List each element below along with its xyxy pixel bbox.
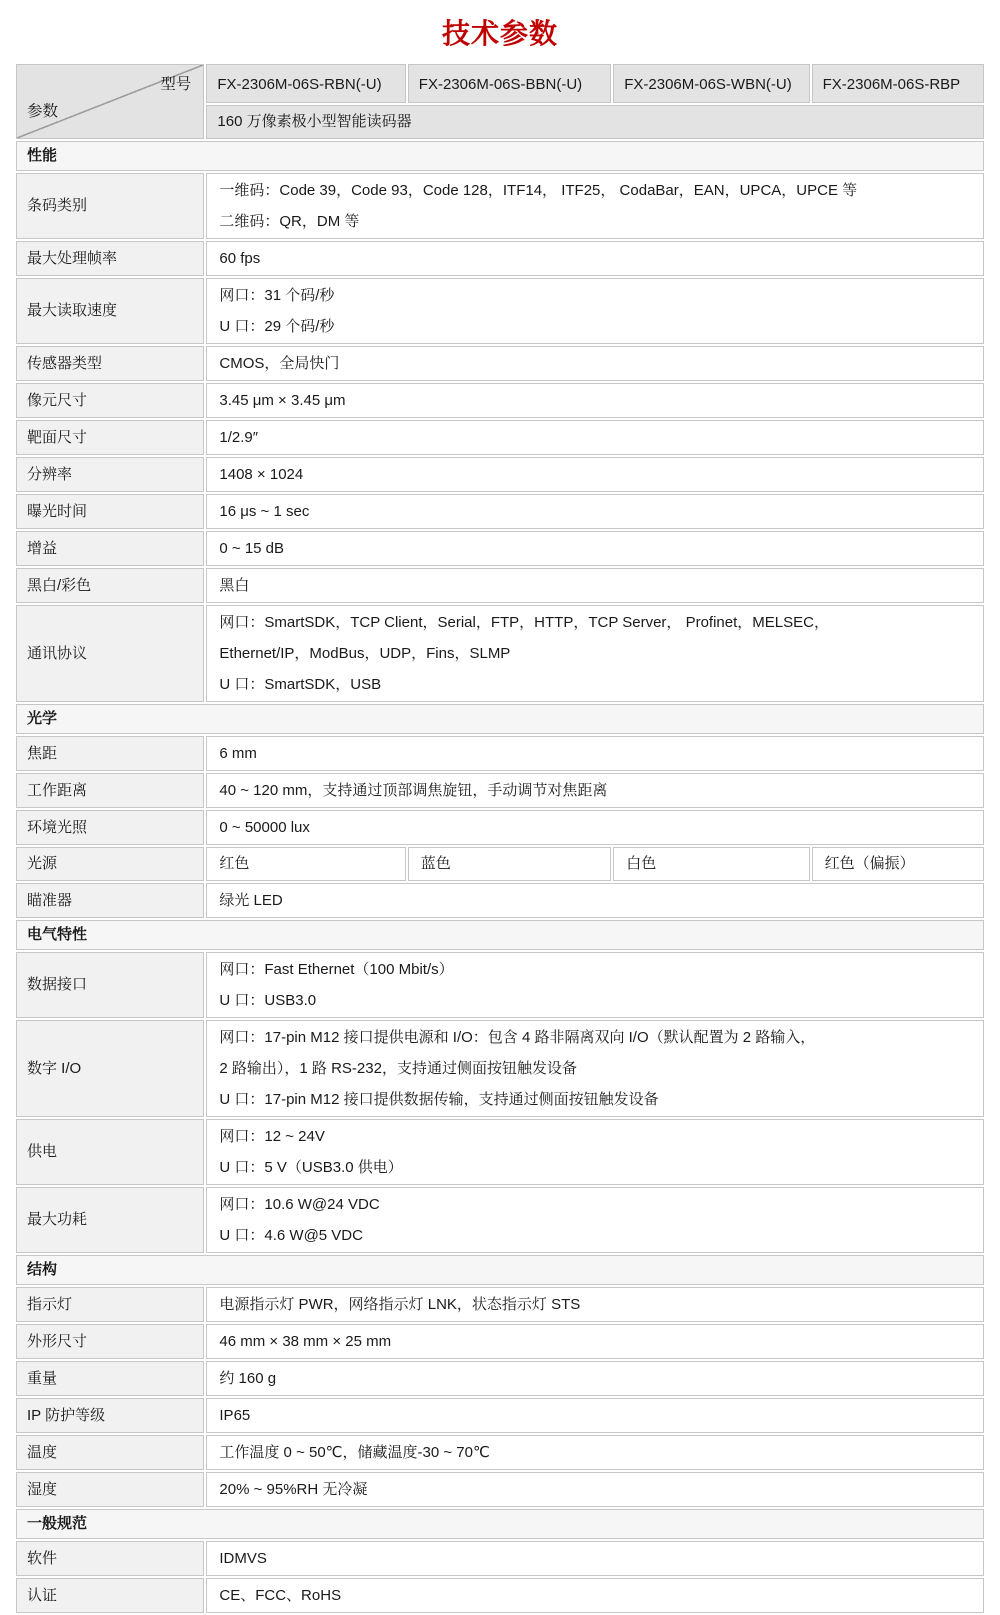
spec-row — [16, 1435, 984, 1470]
section-header-row — [16, 1255, 984, 1285]
spec-value-line: Ethernet/IP，ModBus，UDP，Fins，SLMP — [219, 645, 511, 662]
model-name-3: FX-2306M-06S-WBN(-U) — [613, 64, 809, 103]
page-title: 技术参数 — [441, 18, 558, 49]
section-title: 光学 — [16, 704, 984, 734]
spec-value — [206, 1020, 984, 1117]
corner-cell — [16, 64, 204, 139]
spec-label: 软件 — [16, 1541, 204, 1576]
spec-value-line: 0 ~ 15 dB — [219, 540, 285, 557]
spec-label: 环境光照 — [16, 810, 204, 845]
spec-value-line: 60 fps — [219, 250, 261, 267]
spec-value-line: 1/2.9″ — [219, 429, 259, 446]
spec-value — [206, 278, 984, 344]
spec-row — [16, 1541, 984, 1576]
spec-label: 靶面尺寸 — [16, 420, 204, 455]
spec-row — [16, 773, 984, 808]
spec-value-line: 6 mm — [219, 745, 257, 762]
spec-value — [206, 1287, 984, 1322]
model-name-4: FX-2306M-06S-RBP — [812, 64, 984, 103]
spec-value — [206, 1187, 984, 1253]
spec-value-line: 16 μs ~ 1 sec — [219, 503, 310, 520]
spec-value — [206, 1578, 984, 1613]
spec-value-line: 40 ~ 120 mm，支持通过顶部调焦旋钮，手动调节对焦距离 — [219, 782, 608, 799]
spec-value — [206, 883, 984, 918]
spec-value — [206, 241, 984, 276]
spec-row — [16, 383, 984, 418]
spec-label: 最大功耗 — [16, 1187, 204, 1253]
spec-value — [206, 531, 984, 566]
spec-value-line: 3.45 μm × 3.45 μm — [219, 392, 346, 409]
spec-value-line: 绿光 LED — [219, 892, 283, 909]
spec-value — [206, 773, 984, 808]
section-title: 性能 — [16, 141, 984, 171]
section-header-row — [16, 1509, 984, 1539]
spec-value-line: IDMVS — [219, 1550, 267, 1567]
spec-value-line: 网口：SmartSDK，TCP Client，Serial，FTP，HTTP，TCP Server， Profinet，MELSEC， — [219, 614, 829, 631]
spec-label: 增益 — [16, 531, 204, 566]
spec-label: 瞄准器 — [16, 883, 204, 918]
spec-value — [206, 1324, 984, 1359]
section-header-row — [16, 920, 984, 950]
spec-value-line: CE、FCC、RoHS — [219, 1587, 342, 1604]
spec-label: 最大读取速度 — [16, 278, 204, 344]
spec-row — [16, 847, 984, 881]
spec-label: 温度 — [16, 1435, 204, 1470]
spec-label: 数据接口 — [16, 952, 204, 1018]
spec-row — [16, 278, 984, 344]
spec-value-line: U 口：USB3.0 — [219, 992, 317, 1009]
section-title: 一般规范 — [16, 1509, 984, 1539]
spec-label: 最大处理帧率 — [16, 241, 204, 276]
corner-param-label: 参数 — [27, 102, 59, 120]
spec-value — [206, 1398, 984, 1433]
spec-label: 传感器类型 — [16, 346, 204, 381]
spec-value — [206, 952, 984, 1018]
spec-value-cell: 红色（偏振） — [812, 847, 984, 881]
spec-row — [16, 1324, 984, 1359]
spec-row — [16, 1472, 984, 1507]
spec-value-line: 黑白 — [219, 577, 250, 594]
spec-row — [16, 1398, 984, 1433]
spec-row — [16, 568, 984, 603]
spec-value — [206, 420, 984, 455]
spec-value-line: CMOS，全局快门 — [219, 355, 340, 372]
spec-value — [206, 1435, 984, 1470]
spec-label: 条码类别 — [16, 173, 204, 239]
spec-value-line: 二维码：QR，DM 等 — [219, 213, 360, 230]
spec-label: 重量 — [16, 1361, 204, 1396]
spec-row — [16, 1119, 984, 1185]
spec-label: IP 防护等级 — [16, 1398, 204, 1433]
spec-value-cell: 蓝色 — [408, 847, 611, 881]
spec-value — [206, 1361, 984, 1396]
spec-value-line: 网口：10.6 W@24 VDC — [219, 1196, 380, 1213]
spec-value-line: 0 ~ 50000 lux — [219, 819, 310, 836]
spec-value-line: U 口：5 V（USB3.0 供电） — [219, 1159, 403, 1176]
spec-label: 外形尺寸 — [16, 1324, 204, 1359]
spec-label: 曝光时间 — [16, 494, 204, 529]
spec-value-line: U 口：4.6 W@5 VDC — [219, 1227, 363, 1244]
spec-value-cell: 白色 — [613, 847, 809, 881]
model-header-row — [16, 64, 984, 103]
spec-row — [16, 1020, 984, 1117]
spec-label: 光源 — [16, 847, 204, 881]
spec-label: 供电 — [16, 1119, 204, 1185]
spec-row — [16, 420, 984, 455]
spec-row — [16, 531, 984, 566]
spec-value-line: 20% ~ 95%RH 无冷凝 — [219, 1481, 368, 1498]
spec-label: 焦距 — [16, 736, 204, 771]
spec-value — [206, 1119, 984, 1185]
spec-row — [16, 494, 984, 529]
model-name-1: FX-2306M-06S-RBN(-U) — [206, 64, 405, 103]
spec-value — [206, 810, 984, 845]
spec-label: 认证 — [16, 1578, 204, 1613]
spec-value-line: 工作温度 0 ~ 50℃，储藏温度-30 ~ 70℃ — [219, 1444, 490, 1461]
spec-label: 湿度 — [16, 1472, 204, 1507]
spec-value-line: 约 160 g — [219, 1370, 277, 1387]
spec-row — [16, 1578, 984, 1613]
product-subtitle: 160 万像素极小型智能读码器 — [206, 105, 984, 139]
spec-value — [206, 173, 984, 239]
spec-value — [206, 1472, 984, 1507]
spec-value — [206, 568, 984, 603]
spec-label: 通讯协议 — [16, 605, 204, 702]
spec-row — [16, 173, 984, 239]
spec-row — [16, 1361, 984, 1396]
spec-value-line: U 口：29 个码/秒 — [219, 318, 335, 335]
spec-value-line: 1408 × 1024 — [219, 466, 304, 483]
spec-value-line: 网口：Fast Ethernet（100 Mbit/s） — [219, 961, 454, 978]
corner-model-label: 型号 — [160, 76, 192, 93]
spec-row — [16, 883, 984, 918]
spec-row — [16, 736, 984, 771]
spec-label: 像元尺寸 — [16, 383, 204, 418]
spec-value-line: 一维码：Code 39，Code 93，Code 128，ITF14， ITF25， CodaBar，EAN，UPCA，UPCE 等 — [219, 182, 858, 199]
spec-value-line: 网口：31 个码/秒 — [219, 287, 335, 304]
spec-value-line: 电源指示灯 PWR，网络指示灯 LNK，状态指示灯 STS — [219, 1296, 581, 1313]
spec-row — [16, 1287, 984, 1322]
section-header-row — [16, 141, 984, 171]
spec-value-line: 网口：17-pin M12 接口提供电源和 I/O：包含 4 路非隔离双向 I/O（默认配置为 2 路输入， — [219, 1029, 816, 1046]
spec-value-line: 2 路输出），1 路 RS-232，支持通过侧面按钮触发设备 — [219, 1060, 577, 1077]
spec-value — [206, 457, 984, 492]
spec-label: 黑白/彩色 — [16, 568, 204, 603]
spec-value — [206, 605, 984, 702]
spec-row — [16, 810, 984, 845]
spec-value-line: U 口：17-pin M12 接口提供数据传输，支持通过侧面按钮触发设备 — [219, 1091, 659, 1108]
spec-value — [206, 1541, 984, 1576]
spec-row — [16, 1187, 984, 1253]
spec-value-line: 46 mm × 38 mm × 25 mm — [219, 1333, 392, 1350]
spec-value — [206, 736, 984, 771]
spec-row — [16, 952, 984, 1018]
spec-row — [16, 457, 984, 492]
spec-label: 数字 I/O — [16, 1020, 204, 1117]
spec-value-line: IP65 — [219, 1407, 251, 1424]
spec-label: 指示灯 — [16, 1287, 204, 1322]
spec-value-line: 网口：12 ~ 24V — [219, 1128, 325, 1145]
spec-table — [14, 62, 986, 1615]
spec-row — [16, 241, 984, 276]
spec-row — [16, 605, 984, 702]
section-title: 电气特性 — [16, 920, 984, 950]
spec-value — [206, 383, 984, 418]
spec-label: 分辨率 — [16, 457, 204, 492]
model-name-2: FX-2306M-06S-BBN(-U) — [408, 64, 611, 103]
spec-row — [16, 346, 984, 381]
spec-label: 工作距离 — [16, 773, 204, 808]
spec-value — [206, 494, 984, 529]
spec-value-line: U 口：SmartSDK，USB — [219, 676, 382, 693]
spec-value — [206, 346, 984, 381]
spec-value-cell: 红色 — [206, 847, 405, 881]
section-title: 结构 — [16, 1255, 984, 1285]
section-header-row — [16, 704, 984, 734]
